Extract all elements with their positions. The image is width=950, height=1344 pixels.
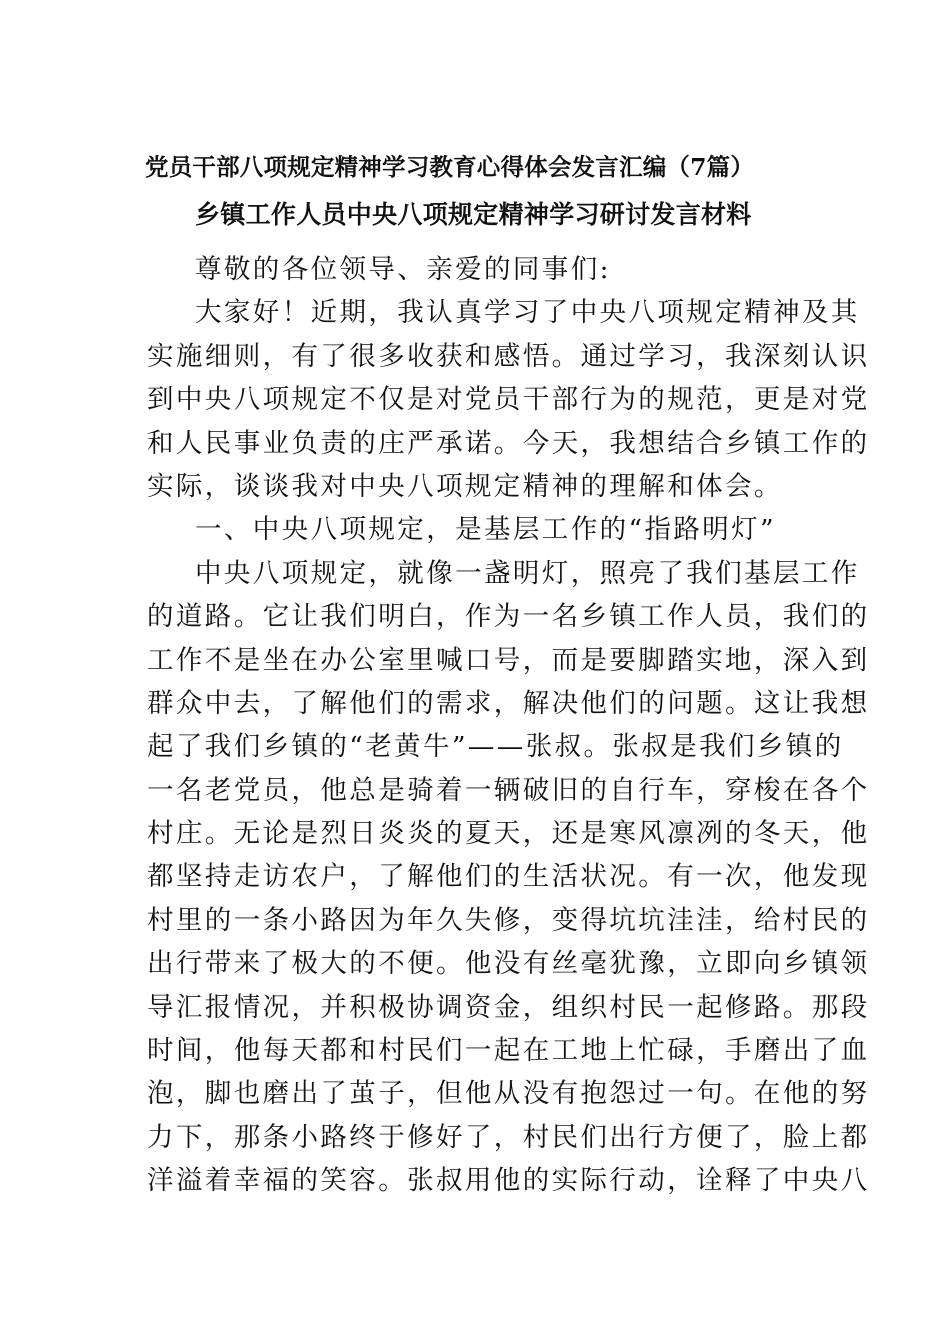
body-text [147,248,870,1203]
paragraph-line: 实施细则，有了很多收获和感悟。通过学习，我深刻认识 [147,340,870,372]
document-title: 党员干部八项规定精神学习教育心得体会发言汇编（7篇） [145,153,755,181]
paragraph-line: 群众中去，了解他们的需求，解决他们的问题。这让我想 [147,687,870,719]
paragraph-line: 的道路。它让我们明白，作为一名乡镇工作人员，我们的 [147,601,870,633]
paragraph-line: 和人民事业负责的庄严承诺。今天，我想结合乡镇工作的 [147,427,870,459]
paragraph-line: 泡，脚也磨出了茧子，但他从没有抱怨过一句。在他的努 [147,1078,870,1110]
paragraph-line: 到中央八项规定不仅是对党员干部行为的规范，更是对党 [147,384,870,416]
paragraph-line: 村里的一条小路因为年久失修，变得坑坑洼洼，给村民的 [147,904,870,936]
paragraph-line: 一名老党员，他总是骑着一辆破旧的自行车，穿梭在各个 [147,774,870,806]
paragraph-line: 洋溢着幸福的笑容。张叔用他的实际行动，诠释了中央八 [147,1165,870,1197]
paragraph-line: 中央八项规定，就像一盏明灯，照亮了我们基层工作 [195,557,860,589]
paragraph-line: 实际，谈谈我对中央八项规定精神的理解和体会。 [147,470,783,502]
document-subtitle: 乡镇工作人员中央八项规定精神学习研讨发言材料 [195,200,752,229]
paragraph-line: 大家好！近期，我认真学习了中央八项规定精神及其 [195,297,860,329]
paragraph-line: 时间，他每天都和村民们一起在工地上忙碌，手磨出了血 [147,1035,870,1067]
paragraph-line: 出行带来了极大的不便。他没有丝毫犹豫，立即向乡镇领 [147,948,870,980]
salutation: 尊敬的各位领导、亲爱的同事们: [195,254,611,285]
paragraph-line: 力下，那条小路终于修好了，村民们出行方便了，脸上都 [147,1121,870,1153]
paragraph-line: 起了我们乡镇的“老黄牛”——张叔。张叔是我们乡镇的 [147,731,844,763]
paragraph-line: 都坚持走访农户，了解他们的生活状况。有一次，他发现 [147,861,870,893]
section-heading: 一、中央八项规定，是基层工作的“指路明灯” [195,514,776,546]
paragraph-line: 导汇报情况，并积极协调资金，组织村民一起修路。那段 [147,991,870,1023]
paragraph-line: 村庄。无论是烈日炎炎的夏天，还是寒风凛冽的冬天，他 [147,818,870,850]
paragraph-line: 工作不是坐在办公室里喊口号，而是要脚踏实地，深入到 [147,644,870,676]
